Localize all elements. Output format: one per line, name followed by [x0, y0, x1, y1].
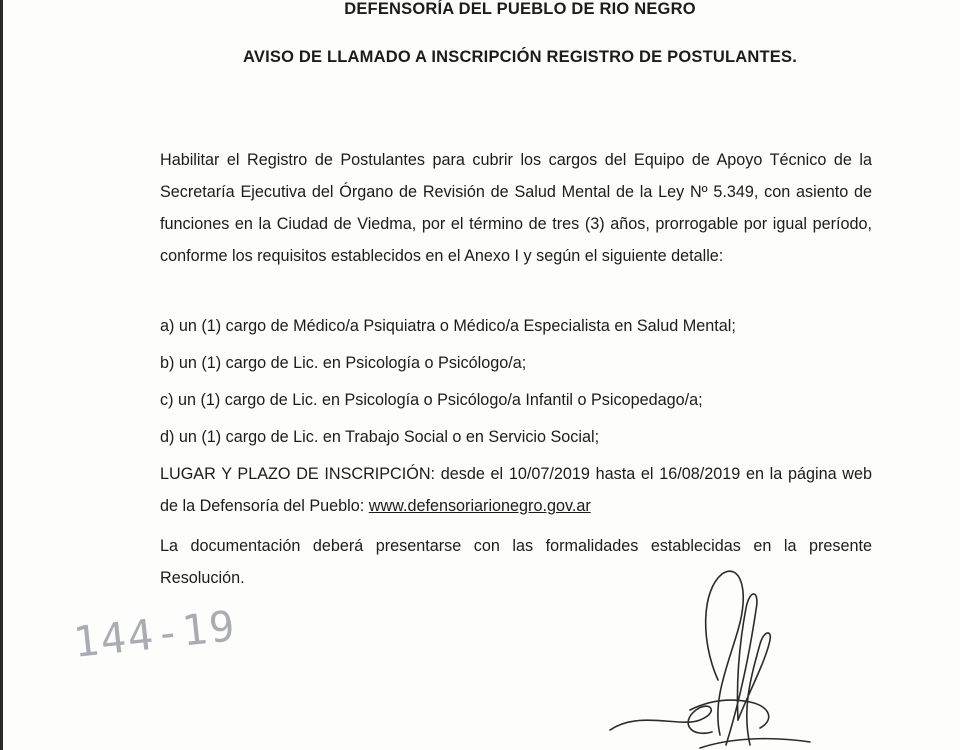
- list-item: c) un (1) cargo de Lic. en Psicología o Psicólogo/a Infantil o Psicopedago/a;: [160, 391, 703, 409]
- website-link[interactable]: www.defensoriarionegro.gov.ar: [368, 497, 591, 515]
- list-item: b) un (1) cargo de Lic. en Psicología o Psicólogo/a;: [160, 354, 527, 372]
- list-item: a) un (1) cargo de Médico/a Psiquiatra o Médico/a Especialista en Salud Mental;: [160, 317, 736, 335]
- lugar-text: LUGAR Y PLAZO DE INSCRIPCIÓN: desde el 10/07/2019 hasta el 16/08/2019 en la página web de la Defensoría del Pueblo:: [160, 465, 872, 515]
- list-item: d) un (1) cargo de Lic. en Trabajo Social o en Servicio Social;: [160, 428, 600, 446]
- header-subtitle: AVISO DE LLAMADO A INSCRIPCIÓN REGISTRO DE POSTULANTES.: [242, 48, 797, 66]
- signature-image: [600, 560, 820, 750]
- documentacion-paragraph: La documentación deberá presentarse con las formalidades establecidas en la presente Resolución.: [160, 537, 872, 587]
- lugar-paragraph-block: [160, 458, 872, 522]
- page-edge: [0, 0, 3, 750]
- stamp-number: 144-19: [70, 601, 239, 667]
- intro-paragraph: Habilitar el Registro de Postulantes para cubrir los cargos del Equipo de Apoyo Técnico de la Secretaría Ejecutiva del Órgano de Revisión de Salud Mental de la Ley Nº 5.349, con asiento de funciones en la Ciudad de Viedma, por el término de tres (3) años, prorrogable por igual período, conforme los requisitos establecidos en el Anexo I y según el siguiente detalle:: [160, 151, 872, 265]
- lugar-paragraph: [160, 458, 872, 522]
- header-title: DEFENSORÍA DEL PUEBLO DE RIO NEGRO: [344, 0, 696, 18]
- items-list: [160, 310, 872, 453]
- body-text: [160, 144, 872, 272]
